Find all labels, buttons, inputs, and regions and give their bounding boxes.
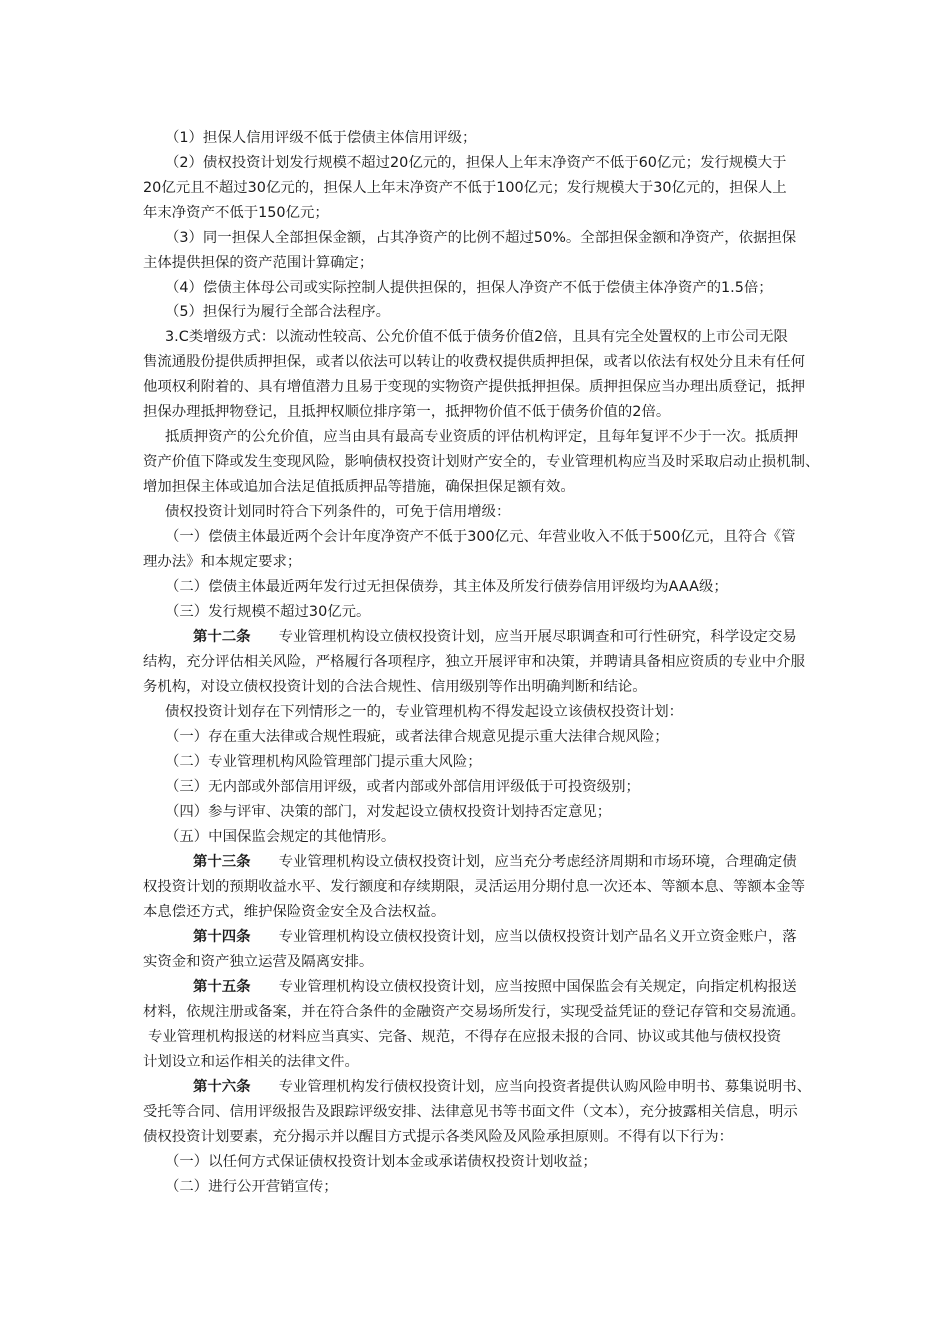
text-line: （4）偿债主体母公司或实际控制人提供担保的，担保人净资产不低于偿债主体净资产的1.5倍； xyxy=(165,280,773,296)
text-line: 材料，依规注册或备案，并在符合条件的金融资产交易场所发行，实现受益凭证的登记存管和交易流通。 xyxy=(143,1004,805,1020)
text-line: （五）中国保监会规定的其他情形。 xyxy=(165,829,396,845)
text-line: 3.C类增级方式：以流动性较高、公允价值不低于债务价值2倍，且具有完全处置权的上市公司无限 xyxy=(165,329,788,345)
text-line: 务机构，对设立债权投资计划的合法合规性、信用级别等作出明确判断和结论。 xyxy=(143,679,647,695)
text-line: （5）担保行为履行全部合法程序。 xyxy=(165,304,391,320)
text-line: 售流通股份提供质押担保，或者以依法可以转让的收费权提供质押担保，或者以依法有权处分且未有任何 xyxy=(143,354,805,370)
article-heading: 第十六条 xyxy=(193,1079,251,1095)
text-line: 专业管理机构设立债权投资计划，应当开展尽职调查和可行性研究，科学设定交易 xyxy=(278,629,797,645)
text-line: 资产价值下降或发生变现风险，影响债权投资计划财产安全的，专业管理机构应当及时采取启动止损机制、 xyxy=(143,454,820,470)
text-line: 理办法》和本规定要求； xyxy=(143,554,302,570)
text-line: （3）同一担保人全部担保金额，占其净资产的比例不超过50%。全部担保金额和净资产，依据担保 xyxy=(165,230,797,246)
text-line: 主体提供担保的资产范围计算确定； xyxy=(143,255,374,271)
text-line: 债权投资计划同时符合下列条件的，可免于信用增级： xyxy=(165,504,511,520)
article-heading: 第十五条 xyxy=(193,979,251,995)
text-line: 计划设立和运作相关的法律文件。 xyxy=(143,1054,359,1070)
text-line: 实资金和资产独立运营及隔离安排。 xyxy=(143,954,374,970)
text-line: 专业管理机构发行债权投资计划，应当向投资者提供认购风险申明书、募集说明书、 xyxy=(278,1079,812,1095)
text-line: 专业管理机构报送的材料应当真实、完备、规范，不得存在应报未报的合同、协议或其他与债权投资 xyxy=(148,1029,782,1045)
article-heading: 第十三条 xyxy=(193,854,251,870)
text-line: 专业管理机构设立债权投资计划，应当以债权投资计划产品名义开立资金账户，落 xyxy=(278,929,797,945)
text-line: 本息偿还方式，维护保险资金安全及合法权益。 xyxy=(143,904,446,920)
text-line: 他项权利附着的、具有增值潜力且易于变现的实物资产提供抵押担保。质押担保应当办理出质登记，抵押 xyxy=(143,379,805,395)
article-14 xyxy=(193,927,797,947)
text-line: （二）进行公开营销宣传； xyxy=(165,1179,338,1195)
text-line: （一）偿债主体最近两个会计年度净资产不低于300亿元、年营业收入不低于500亿元，且符合《管 xyxy=(165,529,796,545)
text-line: （1）担保人信用评级不低于偿债主体信用评级； xyxy=(165,130,477,146)
text-line: 抵质押资产的公允价值，应当由具有最高专业资质的评估机构评定，且每年复评不少于一次。抵质押 xyxy=(165,429,799,445)
text-line: （一）以任何方式保证债权投资计划本金或承诺债权投资计划收益； xyxy=(165,1154,597,1170)
text-line: （二）偿债主体最近两年发行过无担保债券，其主体及所发行债券信用评级均为AAA级； xyxy=(165,579,728,595)
text-line: （2）债权投资计划发行规模不超过20亿元的，担保人上年末净资产不低于60亿元；发行规模大于 xyxy=(165,155,787,171)
text-line: 20亿元且不超过30亿元的，担保人上年末净资产不低于100亿元；发行规模大于30亿元的，担保人上 xyxy=(143,180,787,196)
article-heading: 第十四条 xyxy=(193,929,251,945)
text-line: （三）无内部或外部信用评级，或者内部或外部信用评级低于可投资级别； xyxy=(165,779,640,795)
text-line: （二）专业管理机构风险管理部门提示重大风险； xyxy=(165,754,482,770)
article-heading: 第十二条 xyxy=(193,629,251,645)
text-line: （三）发行规模不超过30亿元。 xyxy=(165,604,371,620)
text-line: 权投资计划的预期收益水平、发行额度和存续期限，灵活运用分期付息一次还本、等额本息、等额本金等 xyxy=(143,879,805,895)
text-line: （四）参与评审、决策的部门，对发起设立债权投资计划持否定意见； xyxy=(165,804,612,820)
article-13 xyxy=(193,852,797,872)
text-line: 年末净资产不低于150亿元； xyxy=(143,205,329,221)
text-line: 受托等合同、信用评级报告及跟踪评级安排、法律意见书等书面文件（文本），充分披露相关信息，明示 xyxy=(143,1104,798,1120)
text-line: 增加担保主体或追加合法足值抵质押品等措施，确保担保足额有效。 xyxy=(143,479,575,495)
article-12 xyxy=(193,627,797,647)
text-line: 专业管理机构设立债权投资计划，应当充分考虑经济周期和市场环境，合理确定债 xyxy=(278,854,797,870)
text-line: 结构，充分评估相关风险，严格履行各项程序，独立开展评审和决策，并聘请具备相应资质的专业中介服 xyxy=(143,654,805,670)
text-line: 专业管理机构设立债权投资计划，应当按照中国保监会有关规定，向指定机构报送 xyxy=(278,979,797,995)
text-line: 债权投资计划存在下列情形之一的，专业管理机构不得发起设立该债权投资计划： xyxy=(165,704,684,720)
text-line: 债权投资计划要素，充分揭示并以醒目方式提示各类风险及风险承担原则。不得有以下行为： xyxy=(143,1129,734,1145)
text-line: （一）存在重大法律或合规性瑕疵，或者法律合规意见提示重大法律合规风险； xyxy=(165,729,669,745)
article-15 xyxy=(193,977,797,997)
text-line: 担保办理抵押物登记，且抵押权顺位排序第一，抵押物价值不低于债务价值的2倍。 xyxy=(143,404,671,420)
article-16 xyxy=(193,1077,811,1097)
